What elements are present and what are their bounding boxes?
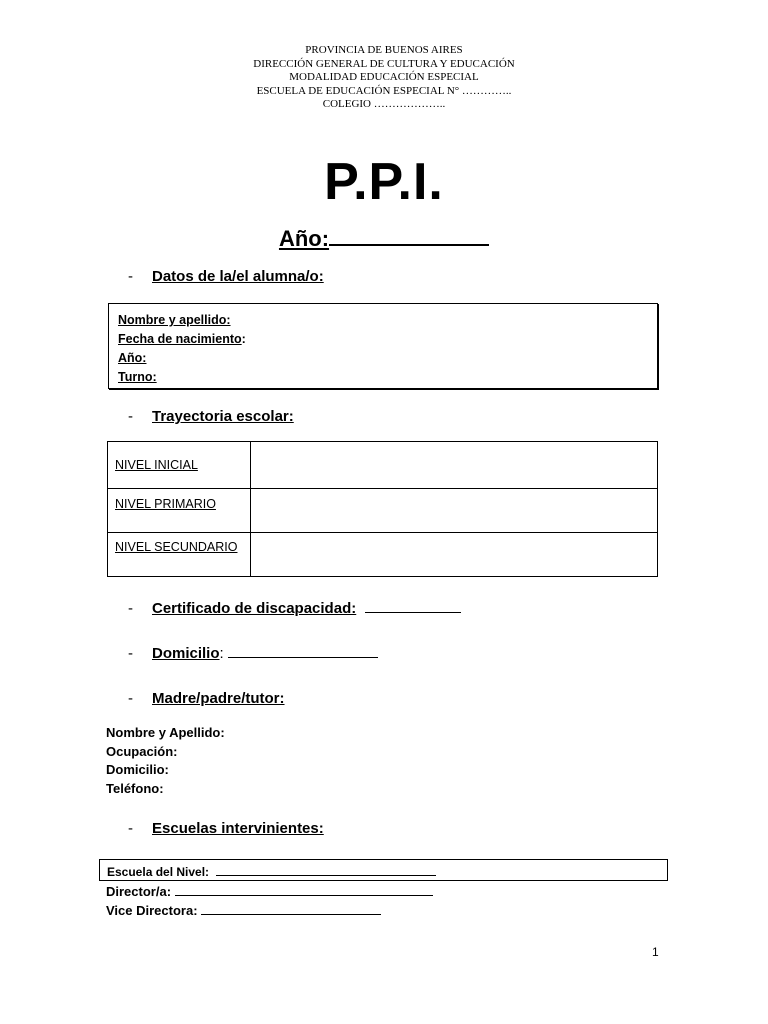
year-field[interactable]: [0, 224, 768, 252]
level-school-blank-line[interactable]: [216, 863, 436, 876]
section-guardian: [128, 690, 285, 707]
section-address[interactable]: [128, 643, 378, 662]
level-school-label: Escuela del Nivel:: [107, 865, 210, 879]
header-province: PROVINCIA DE BUENOS AIRES: [305, 44, 463, 56]
student-data-box: [108, 303, 658, 389]
colon: :: [241, 332, 246, 346]
bullet-dash: -: [128, 690, 133, 707]
year-blank-line[interactable]: [329, 224, 489, 246]
header-school: ESCUELA DE EDUCACIÓN ESPECIAL N° …………..: [256, 84, 512, 97]
section-title: Madre/padre/tutor:: [152, 690, 285, 707]
address-blank-line[interactable]: [228, 643, 378, 658]
field-shift[interactable]: [118, 368, 246, 387]
field-birthdate-label: Fecha de nacimiento: [118, 332, 242, 346]
section-intervening-schools: [128, 820, 324, 837]
field-shift-label: Turno:: [118, 370, 157, 384]
level-secondary-label: NIVEL SECUNDARIO: [108, 533, 251, 577]
section-disability-certificate[interactable]: [128, 598, 461, 617]
section-title: Domicilio: [152, 645, 220, 662]
section-student-data: [128, 268, 324, 285]
level-primary-label: NIVEL PRIMARIO: [108, 489, 251, 533]
certificate-blank-line[interactable]: [365, 598, 461, 613]
field-birthdate[interactable]: [118, 330, 246, 349]
bullet-dash: -: [128, 645, 133, 662]
guardian-occupation-field[interactable]: Ocupación:: [106, 743, 178, 759]
vice-director-field[interactable]: [106, 901, 433, 920]
level-initial-cell[interactable]: [251, 442, 658, 489]
level-secondary-cell[interactable]: [251, 533, 658, 577]
bullet-dash: -: [128, 600, 133, 617]
level-school-box: [99, 859, 668, 881]
section-title: Certificado de discapacidad:: [152, 600, 357, 617]
director-field[interactable]: [106, 882, 433, 901]
year-label: Año:: [278, 226, 330, 251]
section-title: Trayectoria escolar:: [152, 408, 294, 425]
table-row: [108, 489, 658, 533]
guardian-address-field[interactable]: Domicilio:: [106, 762, 169, 777]
institution-header: [0, 44, 768, 112]
director-label: Director/a:: [106, 884, 172, 899]
vice-director-label: Vice Directora:: [106, 903, 198, 918]
field-name[interactable]: [118, 311, 246, 330]
guardian-fields: [106, 724, 225, 798]
school-authorities: [106, 882, 433, 920]
document-title: P.P.I.: [324, 153, 444, 211]
header-modality: MODALIDAD EDUCACIÓN ESPECIAL: [289, 71, 479, 83]
bullet-dash: -: [128, 408, 133, 425]
guardian-phone-field[interactable]: Teléfono:: [106, 780, 164, 796]
table-row: [108, 442, 658, 489]
level-primary-cell[interactable]: [251, 489, 658, 533]
field-name-label: Nombre y apellido:: [118, 313, 231, 327]
vice-director-blank-line[interactable]: [201, 902, 381, 915]
header-college: COLEGIO ………………..: [322, 98, 446, 110]
colon: :: [219, 645, 224, 662]
guardian-name-field[interactable]: Nombre y Apellido:: [106, 725, 225, 740]
level-initial-label: NIVEL INICIAL: [108, 442, 251, 489]
field-year[interactable]: [118, 349, 246, 368]
section-title: Datos de la/el alumna/o:: [152, 268, 324, 285]
trajectory-table: [107, 441, 658, 577]
page-number: 1: [652, 945, 659, 959]
section-title: Escuelas intervinientes:: [152, 820, 324, 837]
field-year-label: Año:: [118, 351, 147, 365]
director-blank-line[interactable]: [175, 883, 433, 896]
level-school-field[interactable]: [107, 863, 436, 879]
bullet-dash: -: [128, 820, 133, 837]
table-row: [108, 533, 658, 577]
section-school-trajectory: [128, 408, 294, 425]
header-direction: DIRECCIÓN GENERAL DE CULTURA Y EDUCACIÓN: [253, 57, 515, 70]
bullet-dash: -: [128, 268, 133, 285]
